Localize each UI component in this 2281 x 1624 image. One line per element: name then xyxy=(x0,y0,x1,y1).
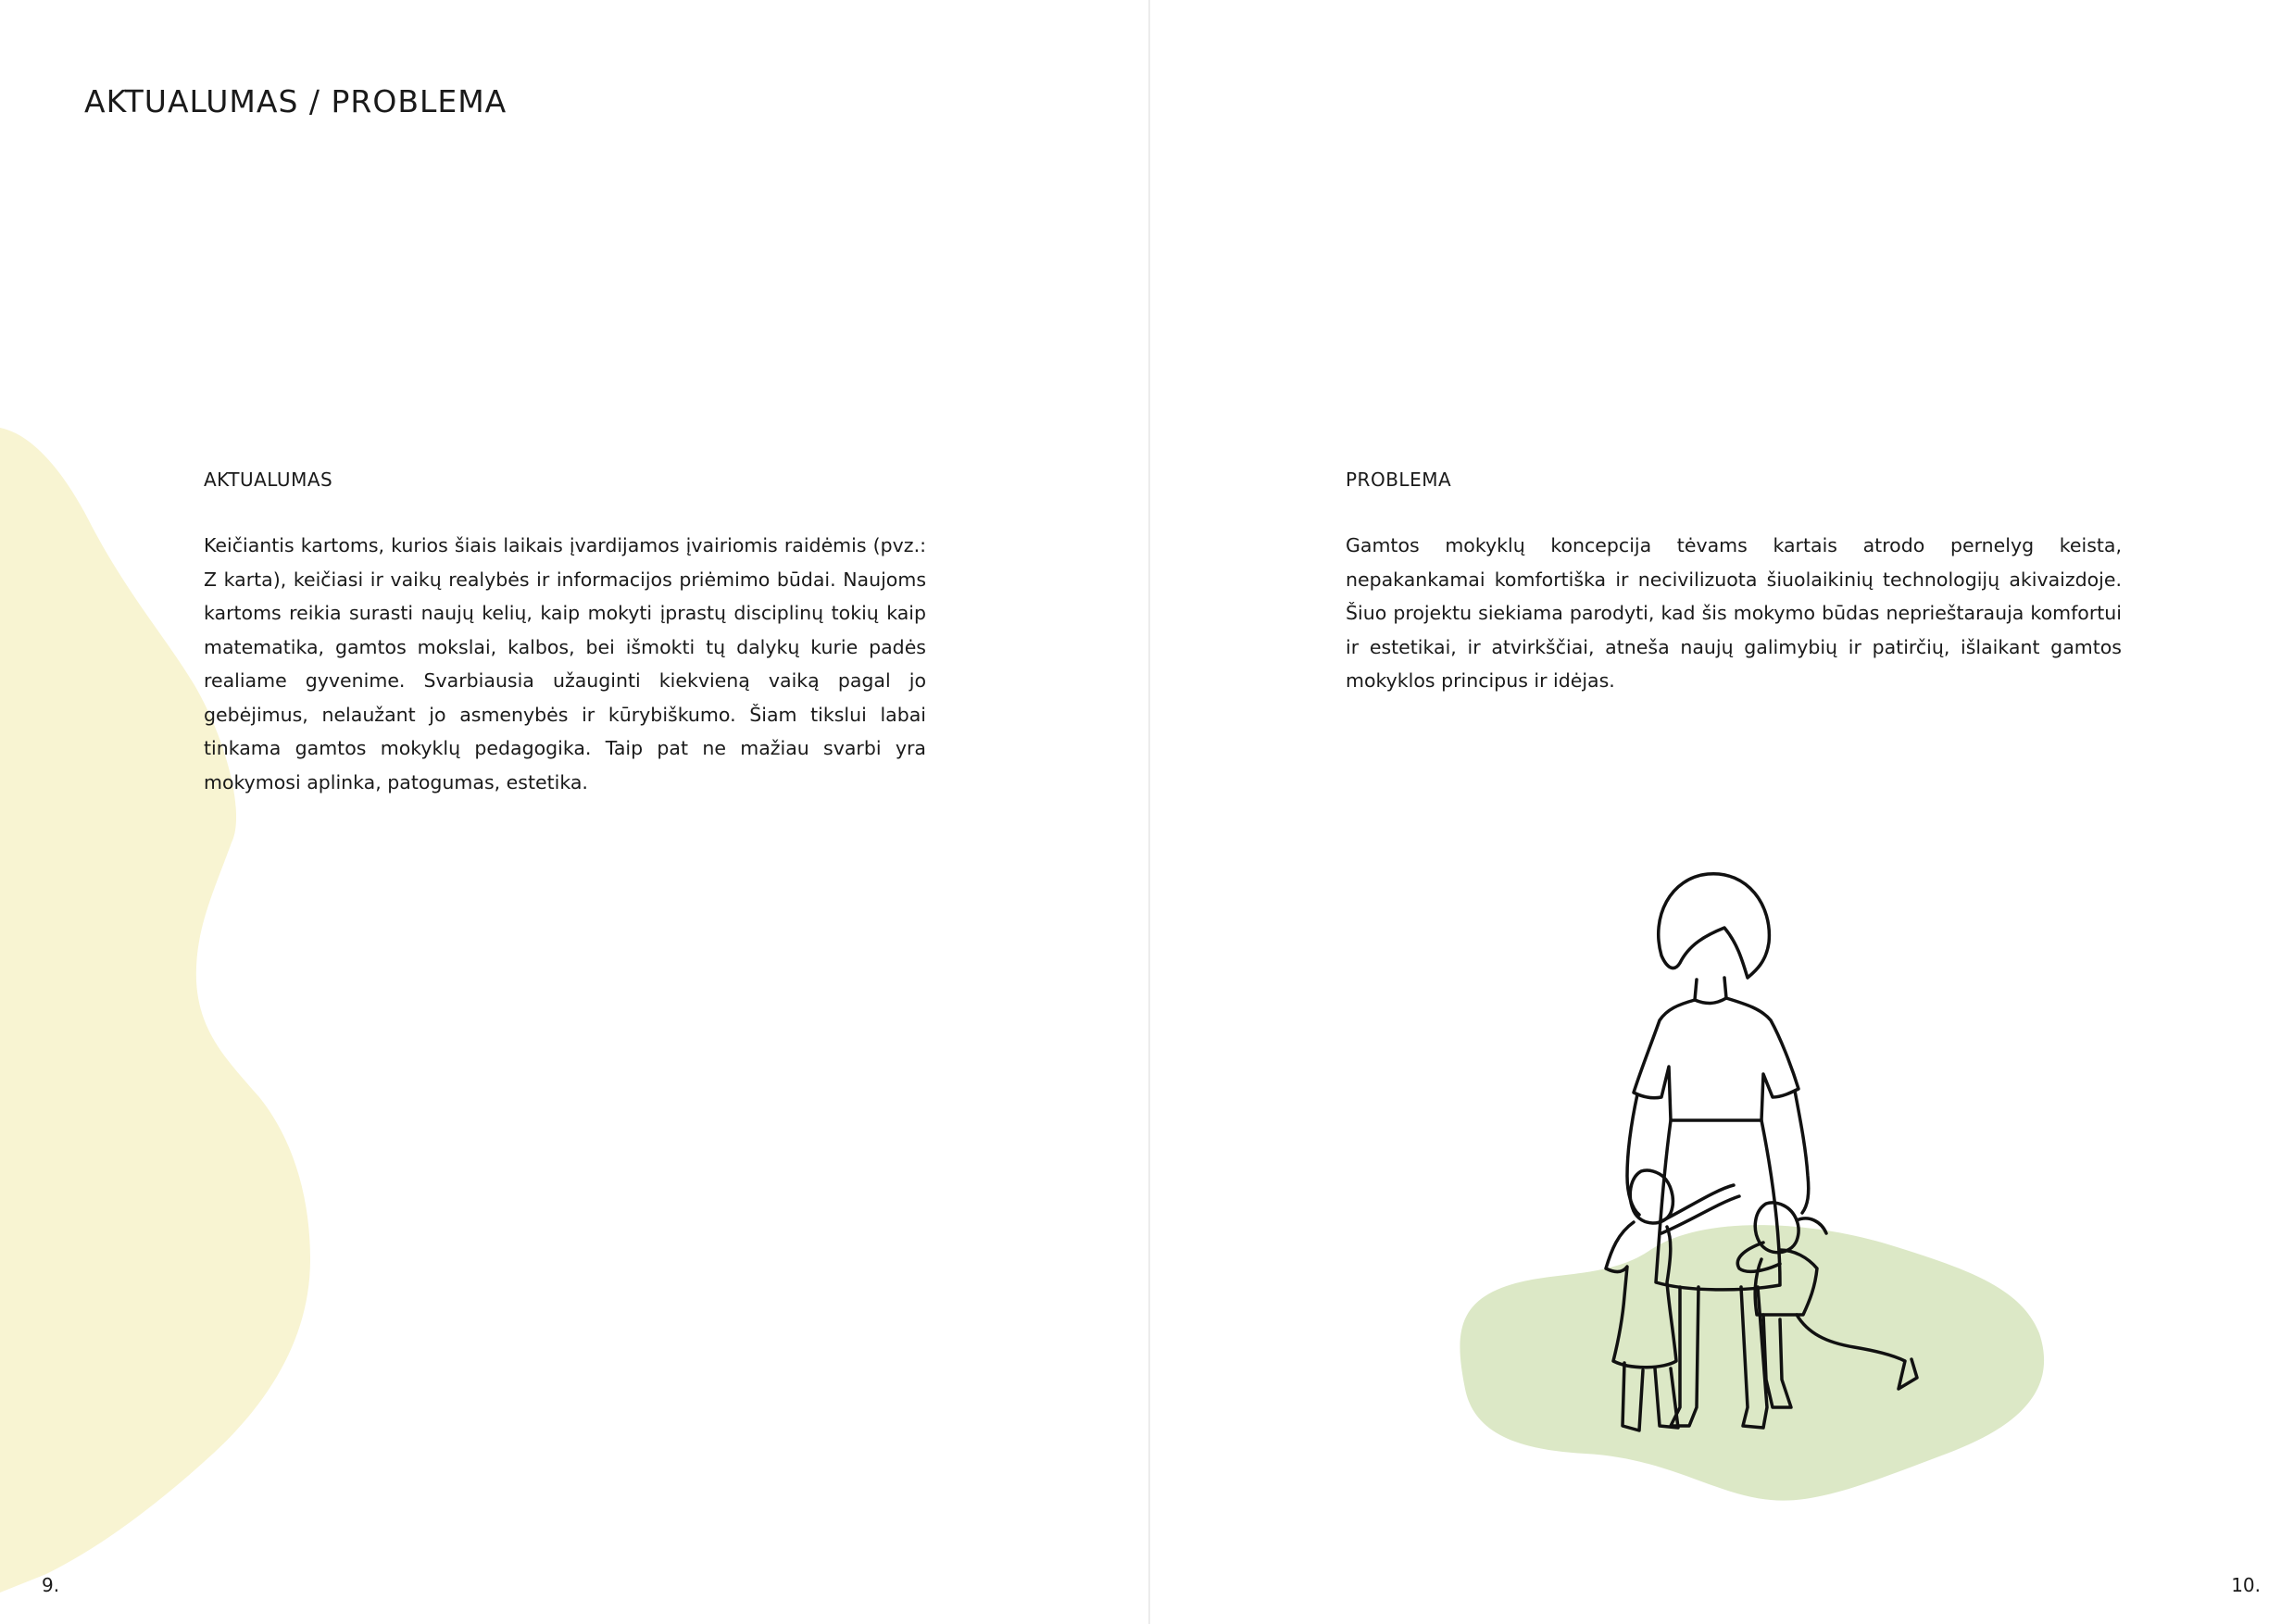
page-number-left: 9. xyxy=(42,1574,60,1596)
aktualumas-paragraph: Keičiantis kartoms, kurios šiais laikais įvardijamos įvairiomis raidėmis (pvz.: Z karta), keičiasi ir vaikų realybės ir informacijos priėmimo būdai. Naujoms kartoms reikia surasti naujų kelių, kaip mokyti įprastų disciplinų tokių kaip matematika, gamtos mokslai, kalbos, bei išmokti tų dalykų kurie padės realiame gyvenime. Svarbiausia užauginti kiekvieną vaiką pagal jo gebėjimus, nelaužant jo asmenybės ir kūrybiškumo. Šiam tikslui labai tinkama gamtos mokyklų pedagogika. Taip pat ne mažiau svarbi yra mokymosi aplinka, patogumas, estetika. xyxy=(204,534,926,793)
right-page xyxy=(1150,0,2281,1624)
section-label-problema: PROBLEMA xyxy=(1346,468,1452,491)
page-title: AKTUALUMAS / PROBLEMA xyxy=(84,83,508,119)
problema-paragraph: Gamtos mokyklų koncepcija tėvams kartais atrodo pernelyg keista, nepakankamai komfortiška ir necivilizuota šiuolaikinių technologijų akivaizdoje. Šiuo projektu siekiama parodyti, kad šis mokymo būdas neprieštarauja komfortui ir estetikai, ir atvirkščiai, atneša naujų galimybių ir patirčių, išlaikant gamtos mokyklos principus ir idėjas. xyxy=(1346,534,2122,692)
green-blob-decoration xyxy=(1460,1225,2044,1501)
section-label-aktualumas: AKTUALUMAS xyxy=(204,468,333,491)
yellow-blob-decoration xyxy=(0,0,370,1624)
family-illustration xyxy=(1428,815,2095,1518)
page-number-right: 10. xyxy=(2231,1574,2261,1596)
